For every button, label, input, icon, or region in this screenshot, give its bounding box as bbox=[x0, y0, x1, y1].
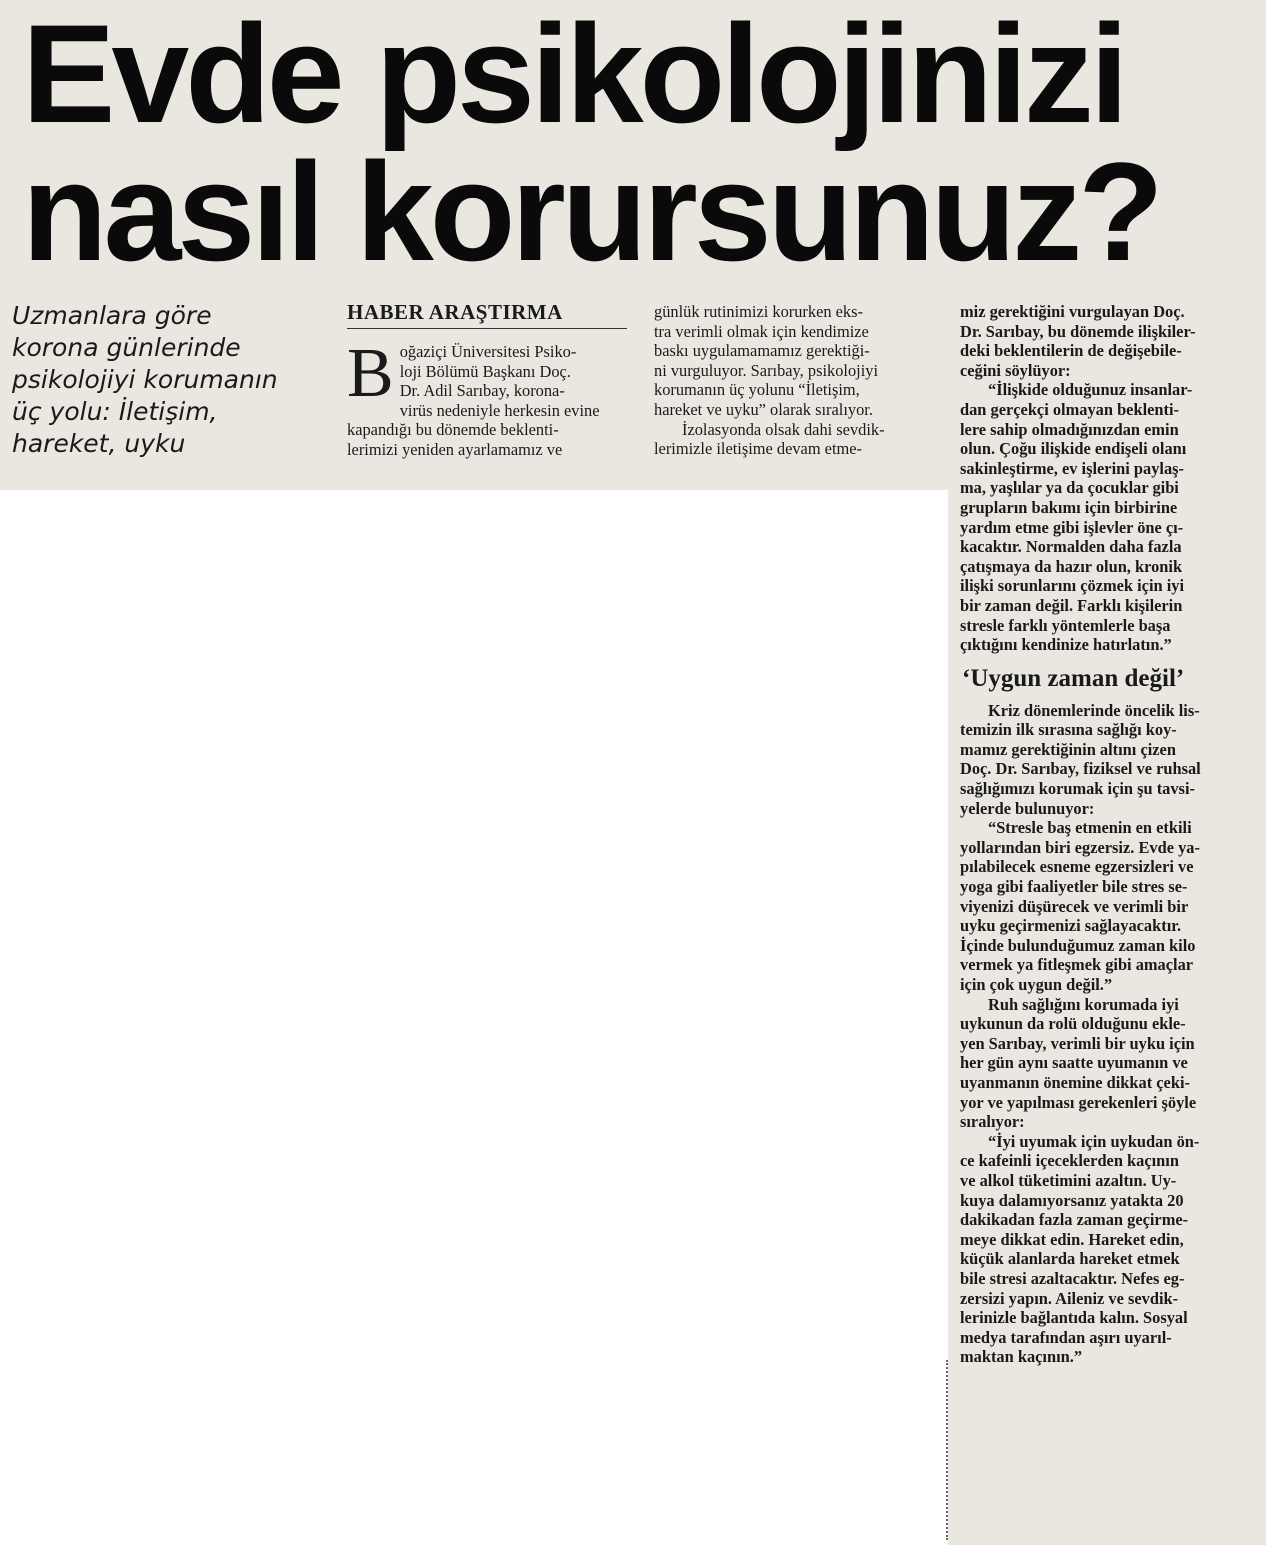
text-line: bile stresi azaltacaktır. Nefes eg- bbox=[960, 1268, 1185, 1288]
text-line: lere sahip olmadığınızdan emin bbox=[960, 419, 1179, 439]
text-line: lerimizle iletişime devam etme- bbox=[654, 439, 862, 459]
article-column-3 bbox=[960, 302, 1250, 1367]
text-line: sakinleştirme, ev işlerini paylaş- bbox=[960, 458, 1184, 478]
text-line: Dr. Adil Sarıbay, korona- bbox=[399, 381, 565, 401]
headline-line-1: Evde psikolojinizi bbox=[22, 0, 1125, 152]
deck-line: üç yolu: İletişim, bbox=[12, 397, 218, 426]
text-line: “İlişkide olduğunuz insanlar- bbox=[988, 380, 1193, 400]
article-column-2 bbox=[654, 302, 939, 459]
text-line: günlük rutinimizi korurken eks- bbox=[654, 302, 863, 321]
text-line: baskı uygulamamamız gerektiği- bbox=[654, 341, 870, 361]
text-line: lerimizi yeniden ayarlamamız ve bbox=[347, 439, 563, 459]
text-line: grupların bakımı için birbirine bbox=[960, 497, 1178, 517]
text-line: ilişki sorunlarını çözmek için iyi bbox=[960, 576, 1185, 596]
text-line: yor ve yapılması gerekenleri şöyle bbox=[960, 1092, 1197, 1112]
text-line: stresle farklı yöntemlerle başa bbox=[960, 615, 1171, 635]
text-line: kuya dalamıyorsanız yatakta 20 bbox=[960, 1190, 1184, 1210]
text-line: uyanmanın önemine dikkat çeki- bbox=[960, 1072, 1190, 1092]
text-line: loji Bölümü Başkanı Doç. bbox=[399, 361, 571, 381]
article-column-1 bbox=[347, 335, 632, 460]
text-line: meye dikkat edin. Hareket edin, bbox=[960, 1229, 1184, 1249]
text-line: korumanın üç yolunu “İletişim, bbox=[654, 380, 860, 400]
text-line: temizin ilk sırasına sağlığı koy- bbox=[960, 720, 1177, 740]
text-line: “İyi uyumak için uykudan ön- bbox=[988, 1131, 1200, 1151]
text-line: uyku geçirmenizi sağlayacaktır. bbox=[960, 916, 1182, 936]
text-line: yen Sarıbay, verimli bir uyku için bbox=[960, 1033, 1195, 1053]
text-line: oğaziçi Üniversitesi Psiko- bbox=[399, 342, 577, 361]
text-line: medya tarafından aşırı uyarıl- bbox=[960, 1327, 1172, 1347]
text-line: olun. Çoğu ilişkide endişeli olanı bbox=[960, 439, 1187, 459]
text-line: pılabilecek esneme egzersizleri ve bbox=[960, 857, 1194, 877]
text-line: yardım etme gibi işlevler öne çı- bbox=[960, 517, 1184, 537]
text-line: maktan kaçının.” bbox=[960, 1347, 1083, 1367]
text-line: Kriz dönemlerinde öncelik lis- bbox=[988, 700, 1200, 720]
text-line: mamız gerektiğinin altını çizen bbox=[960, 739, 1176, 759]
deck-line: Uzmanlara göre bbox=[12, 301, 212, 330]
text-line: dakikadan fazla zaman geçirme- bbox=[960, 1210, 1189, 1230]
deck-line: psikolojiyi korumanın bbox=[12, 365, 278, 394]
text-line: yollarından biri egzersiz. Evde ya- bbox=[960, 837, 1200, 857]
text-line: viyenizi düşürecek ve verimli bir bbox=[960, 896, 1189, 916]
text-line: hareket ve uyku” olarak sıralıyor. bbox=[654, 399, 873, 419]
text-line: miz gerektiğini vurgulayan Doç. bbox=[960, 302, 1185, 321]
text-line: çıktığını kendinize hatırlatın.” bbox=[960, 635, 1172, 655]
text-line: bir zaman değil. Farklı kişilerin bbox=[960, 595, 1183, 615]
text-line: Ruh sağlığını korumada iyi bbox=[988, 994, 1179, 1014]
clipping-edge-dots bbox=[946, 1360, 948, 1540]
text-line: sıralıyor: bbox=[960, 1112, 1025, 1132]
text-line: deki beklentilerin de değişebile- bbox=[960, 341, 1182, 361]
text-line: ve alkol tüketimini azaltın. Uy- bbox=[960, 1170, 1177, 1190]
text-line: tra verimli olmak için kendimize bbox=[654, 321, 869, 341]
text-line: dan gerçekçi olmayan beklenti- bbox=[960, 399, 1179, 419]
subheading: ‘Uygun zaman değil’ bbox=[962, 664, 1185, 692]
text-line: ni vurguluyor. Sarıbay, psikolojiyi bbox=[654, 360, 879, 380]
text-line: küçük alanlarda hareket etmek bbox=[960, 1249, 1180, 1269]
text-line: Dr. Sarıbay, bu dönemde ilişkiler- bbox=[960, 321, 1196, 341]
text-line: ceğini söylüyor: bbox=[960, 360, 1071, 380]
text-line: lerinizle bağlantıda kalın. Sosyal bbox=[960, 1308, 1188, 1328]
text-line: sağlığımızı korumak için şu tavsi- bbox=[960, 779, 1195, 799]
text-line: ma, yaşlılar ya da çocuklar gibi bbox=[960, 478, 1179, 498]
text-line: Doç. Dr. Sarıbay, fiziksel ve ruhsal bbox=[960, 759, 1201, 779]
text-line: İçinde bulunduğumuz zaman kilo bbox=[960, 935, 1196, 955]
text-line: her gün aynı saatte uyumanın ve bbox=[960, 1053, 1188, 1073]
text-line: kapandığı bu dönemde beklenti- bbox=[347, 420, 559, 440]
deck-line: korona günlerinde bbox=[12, 333, 241, 362]
text-line: yoga gibi faaliyetler bile stres se- bbox=[960, 877, 1188, 897]
text-line: virüs nedeniyle herkesin evine bbox=[399, 400, 600, 420]
text-line: çatışmaya da hazır olun, kronik bbox=[960, 556, 1183, 576]
byline: HABER ARAŞTIRMA bbox=[347, 300, 627, 329]
text-line: İzolasyonda olsak dahi sevdik- bbox=[682, 419, 885, 439]
text-line: zersizi yapın. Aileniz ve sevdik- bbox=[960, 1288, 1179, 1308]
text-line: ce kafeinli içeceklerden kaçının bbox=[960, 1151, 1179, 1171]
text-line: uykunun da rolü olduğunu ekle- bbox=[960, 1014, 1186, 1034]
text-line: vermek ya fitleşmek gibi amaçlar bbox=[960, 955, 1194, 975]
drop-cap: B bbox=[347, 335, 394, 412]
text-line: kacaktır. Normalden daha fazla bbox=[960, 537, 1182, 557]
text-line: için çok uygun değil.” bbox=[960, 975, 1113, 994]
deck-line: hareket, uyku bbox=[12, 429, 186, 458]
text-line: yelerde bulunuyor: bbox=[960, 798, 1095, 818]
deck-text bbox=[12, 300, 337, 460]
headline-line-2: nasıl korursunuz? bbox=[22, 133, 1160, 290]
text-line: “Stresle baş etmenin en etkili bbox=[988, 818, 1192, 838]
